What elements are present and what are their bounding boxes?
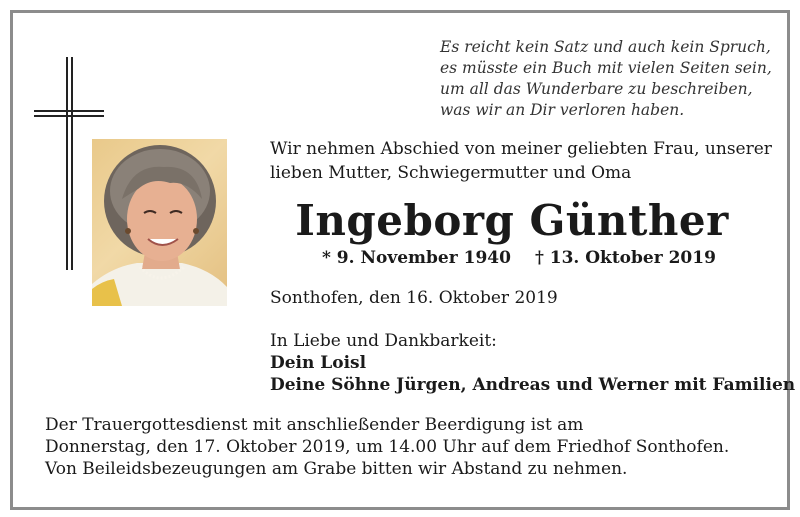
place-date: Sonthofen, den 16. Oktober 2019 xyxy=(270,288,558,308)
portrait-photo xyxy=(92,139,227,306)
verse-line: es müsste ein Buch mit vielen Seiten sein, xyxy=(440,59,772,77)
mourners-intro: In Liebe und Dankbarkeit: xyxy=(270,331,497,351)
death-date: † 13. Oktober 2019 xyxy=(534,248,716,268)
mourner-sons: Deine Söhne Jürgen, Andreas und Werner mit Familien xyxy=(270,375,796,395)
intro-line: lieben Mutter, Schwiegermutter und Oma xyxy=(270,163,632,183)
verse-line: was wir an Dir verloren haben. xyxy=(440,101,685,119)
birth-date: * 9. November 1940 xyxy=(322,248,511,268)
verse-line: um all das Wunderbare zu beschreiben, xyxy=(440,80,753,98)
mourner-husband: Dein Loisl xyxy=(270,353,367,373)
service-line: Der Trauergottesdienst mit anschließender Beerdigung ist am xyxy=(45,415,584,435)
deceased-name: Ingeborg Günther xyxy=(295,196,729,245)
verse xyxy=(440,37,772,121)
service-line: Von Beileidsbezeugungen am Grabe bitten wir Abstand zu nehmen. xyxy=(45,459,628,479)
funeral-service-info xyxy=(45,414,729,480)
verse-line: Es reicht kein Satz und auch kein Spruch, xyxy=(440,38,771,56)
service-line: Donnerstag, den 17. Oktober 2019, um 14.00 Uhr auf dem Friedhof Sonthofen. xyxy=(45,437,730,457)
intro-line: Wir nehmen Abschied von meiner geliebten Frau, unserer xyxy=(270,139,772,159)
life-dates xyxy=(322,248,716,268)
farewell-intro xyxy=(270,137,772,185)
mourners-block xyxy=(270,330,795,396)
